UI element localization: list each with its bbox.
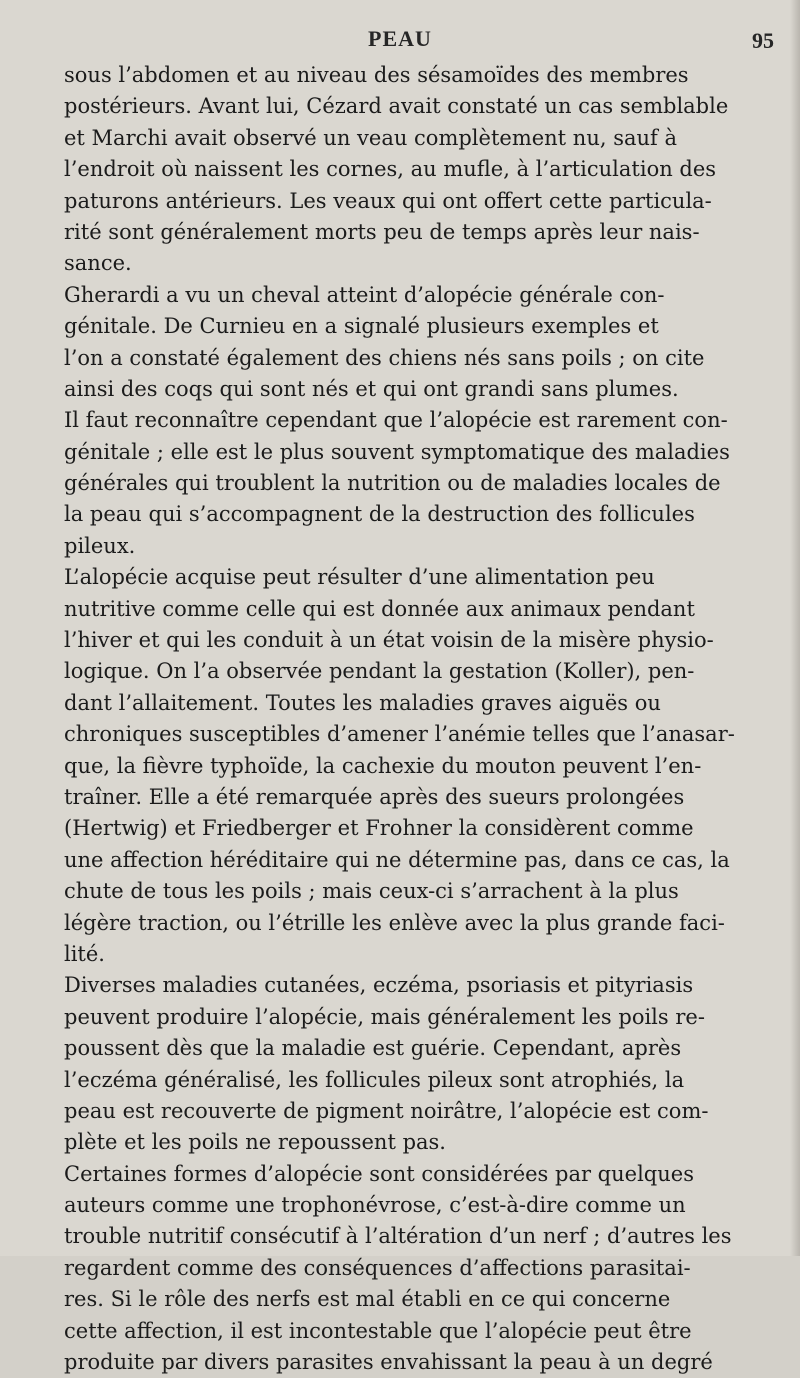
text-line: peau est recouverte de pigment noirâtre, l’alopécie est com- [64,1098,709,1123]
text-line: Diverses maladies cutanées, eczéma, psoriasis et pityriasis [64,973,694,998]
text-line: trouble nutritif consécutif à l’altération d’un nerf ; d’autres les [64,1224,732,1249]
text-line: nutritive comme celle qui est donnée aux animaux pendant [64,596,695,621]
text-line: produite par divers parasites envahissant la peau à un degré [64,1350,713,1375]
page-edge-shadow [790,0,800,1256]
text-line: regardent comme des conséquences d’affections parasitai- [64,1255,691,1280]
text-line: et Marchi avait observé un veau complètement nu, sauf à [64,125,677,150]
text-line: chroniques susceptibles d’amener l’anémie telles que l’anasar- [64,722,735,747]
text-line: peuvent produire l’alopécie, mais généralement les poils re- [64,1004,705,1029]
text-line: res. Si le rôle des nerfs est mal établi en ce qui concerne [64,1287,671,1312]
text-line: Il faut reconnaître cependant que l’alopécie est rarement con- [64,408,728,433]
text-line: l’on a constaté également des chiens nés sans poils ; on cite [64,345,705,370]
text-line: cette affection, il est incontestable que l’alopécie peut être [64,1318,692,1343]
text-line: (Hertwig) et Friedberger et Frohner la considèrent comme [64,816,694,841]
text-line: traîner. Elle a été remarquée après des sueurs prolongées [64,784,685,809]
text-line: l’hiver et qui les conduit à un état voisin de la misère physio- [64,628,714,653]
text-line: chute de tous les poils ; mais ceux-ci s’arrachent à la plus [64,879,679,904]
text-line: Gherardi a vu un cheval atteint d’alopécie générale con- [64,282,665,307]
text-line: L’alopécie acquise peut résulter d’une alimentation peu [64,565,655,590]
text-line: plète et les poils ne repoussent pas. [64,1130,446,1155]
text-line: sous l’abdomen et au niveau des sésamoïdes des membres [64,63,689,87]
text-line: pileux. [64,533,136,558]
page-number: 95 [752,28,774,53]
text-line: ainsi des coqs qui sont nés et qui ont grandi sans plumes. [64,376,679,401]
text-line: la peau qui s’accompagnent de la destruction des follicules [64,502,695,527]
text-line: une affection héréditaire qui ne détermine pas, dans ce cas, la [64,847,730,872]
text-line: poussent dès que la maladie est guérie. Cependant, après [64,1036,682,1061]
text-line: rité sont généralement morts peu de temps après leur nais- [64,219,700,244]
text-line: générales qui troublent la nutrition ou de maladies locales de [64,471,721,496]
text-line: auteurs comme une trophonévrose, c’est-à-dire comme un [64,1193,686,1218]
text-line: l’endroit où naissent les cornes, au mufle, à l’articulation des [64,157,717,182]
body-text [64,60,735,1378]
text-line: génitale. De Curnieu en a signalé plusieurs exemples et [64,314,659,339]
text-line: sance. [64,251,132,276]
text-line: lité. [64,941,105,966]
text-line: Certaines formes d’alopécie sont considérées par quelques [64,1161,694,1186]
text-line: dant l’allaitement. Toutes les maladies graves aiguës ou [64,690,661,715]
text-line: l’eczéma généralisé, les follicules pileux sont atrophiés, la [64,1067,685,1092]
running-head [0,26,800,60]
running-title: PEAU [368,26,432,51]
text-line: légère traction, ou l’étrille les enlève avec la plus grande faci- [64,910,725,935]
text-line: paturons antérieurs. Les veaux qui ont offert cette particula- [64,188,712,213]
text-line: postérieurs. Avant lui, Cézard avait constaté un cas semblable [64,94,729,119]
text-line: que, la fièvre typhoïde, la cachexie du mouton peuvent l’en- [64,753,702,778]
text-line: logique. On l’a observée pendant la gestation (Koller), pen- [64,659,695,684]
text-line: génitale ; elle est le plus souvent symptomatique des maladies [64,439,730,464]
